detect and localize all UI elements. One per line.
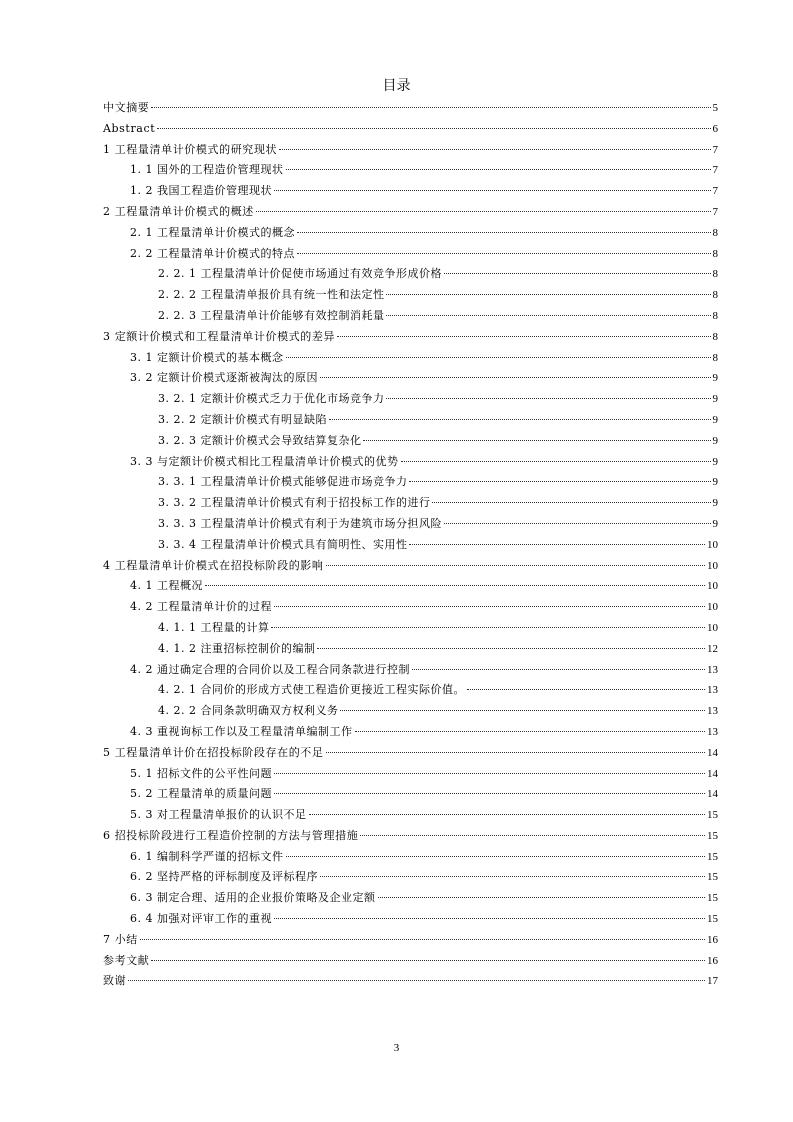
dot-leader [337,336,710,337]
toc-entry[interactable] [103,493,718,514]
toc-entry-title: 2. 2. 3 工程量清单计价能够有效控制消耗量 [158,308,385,322]
toc-entry[interactable] [103,909,718,930]
dot-leader [271,627,705,628]
toc-entry[interactable] [103,431,718,452]
page-number: 3 [393,1042,400,1054]
toc-entry[interactable] [103,472,718,493]
toc-entry-page: 7 [712,143,718,156]
toc-entry-title: 3. 3. 1 工程量清单计价模式能够促进市场竞争力 [158,475,408,489]
dot-leader [274,190,711,191]
dot-leader [317,648,705,649]
toc-entry-title: 6. 4 加强对评审工作的重视 [130,912,272,926]
dot-leader [326,565,706,566]
toc-entry-page: 14 [707,746,718,759]
dot-leader [444,523,711,524]
toc-entry-page: 9 [712,455,718,468]
dot-leader [409,481,710,482]
toc-entry-title: 7 小结 [103,932,138,946]
dot-leader [140,939,705,940]
toc-entry-title: 中文摘要 [103,101,150,114]
toc-entry-page: 8 [712,330,718,343]
toc-entry[interactable] [103,410,718,431]
dot-leader [386,294,710,295]
toc-entry[interactable] [103,244,718,265]
toc-entry[interactable] [103,680,718,701]
toc-entry-title: 1. 2 我国工程造价管理现状 [130,184,272,198]
toc-entry-title: 6. 3 制定合理、适用的企业报价策略及企业定额 [130,891,376,905]
toc-entry-title: 3. 3. 2 工程量清单计价模式有利于招投标工作的进行 [158,496,431,510]
toc-entry-page: 8 [712,309,718,322]
dot-leader [286,856,706,857]
toc-entry[interactable] [103,119,718,140]
toc-entry-title: 3. 2. 2 定额计价模式有明显缺陷 [158,412,327,426]
dot-leader [279,149,710,150]
toc-entry-title: 4. 2 通过确定合理的合同价以及工程合同条款进行控制 [130,662,410,676]
dot-leader [386,398,710,399]
toc-entry-title: 2 工程量清单计价模式的概述 [103,204,254,218]
toc-entry[interactable] [103,306,718,327]
dot-leader [151,960,705,961]
toc-entry-page: 5 [712,102,718,114]
dot-leader [326,752,706,753]
dot-leader [320,876,705,877]
toc-entry[interactable] [103,784,718,805]
dot-leader [363,440,710,441]
toc-entry-title: 4. 3 重视询标工作以及工程量清单编制工作 [130,724,353,738]
toc-entry-title: 3. 3. 4 工程量清单计价模式具有简明性、实用性 [158,537,408,551]
toc-entry-title: Abstract [103,121,156,135]
dot-leader [274,918,705,919]
toc-entry-page: 8 [712,351,718,364]
toc-entry-page: 6 [712,122,718,135]
toc-entry-page: 7 [712,164,718,177]
toc-entry-title: 4. 2. 1 合同价的形成方式使工程造价更接近工程实际价值。 [158,683,465,697]
dot-leader [297,232,711,233]
toc-entry-page: 15 [707,871,718,884]
toc-entry[interactable] [103,535,718,556]
toc-entry[interactable] [103,368,718,389]
toc-entry-title: 6. 2 坚持严格的评标制度及评标程序 [130,870,318,884]
toc-entry[interactable] [103,514,718,535]
toc-entry[interactable] [103,888,718,909]
toc-entry-page: 15 [707,913,718,926]
toc-entry[interactable] [103,285,718,306]
toc-entry-title: 2. 2. 1 工程量清单计价促使市场通过有效竞争形成价格 [158,267,442,281]
toc-entry[interactable] [103,826,718,847]
toc-entry[interactable] [103,576,718,597]
toc-entry[interactable] [103,223,718,244]
dot-leader [205,585,705,586]
toc-entry-title: 4. 1 工程概况 [130,579,203,593]
toc-entry-title: 4. 2 工程量清单计价的过程 [130,600,272,614]
dot-leader [286,169,711,170]
dot-leader [444,273,711,274]
toc-entry-page: 9 [712,372,718,385]
dot-leader [409,544,705,545]
toc-entry-page: 10 [707,580,718,593]
toc-entry[interactable] [103,660,718,681]
toc-entry-page: 14 [707,767,718,780]
dot-leader [274,606,705,607]
toc-entry[interactable] [103,722,718,743]
toc-entry[interactable] [103,930,718,951]
dot-leader [355,731,706,732]
toc-entry-page: 17 [707,975,718,988]
toc-entry-page: 10 [707,538,718,551]
toc-entry[interactable] [103,805,718,826]
toc-entry[interactable] [103,98,718,119]
toc-entry[interactable] [103,452,718,473]
toc-entry[interactable] [103,847,718,868]
dot-leader [297,253,711,254]
dot-leader [329,419,711,420]
toc-entry[interactable] [103,867,718,888]
toc-entry-title: 4. 1. 2 注重招标控制价的编制 [158,641,316,655]
toc-entry-title: 5 工程量清单计价在招投标阶段存在的不足 [103,745,324,759]
toc-entry-page: 9 [712,476,718,489]
toc-entry-page: 13 [707,725,718,738]
dot-leader [320,377,711,378]
toc-entry-page: 15 [707,829,718,842]
dot-leader [467,689,705,690]
toc-entry-page: 15 [707,850,718,863]
dot-leader [412,669,705,670]
toc-entry-page: 7 [712,185,718,198]
toc-entry-title: 6. 1 编制科学严谨的招标文件 [130,849,284,863]
dot-leader [128,980,705,981]
toc-entry-title: 5. 2 工程量清单的质量问题 [130,787,272,801]
toc-entry-page: 16 [707,954,718,967]
toc-entry-page: 8 [712,268,718,281]
toc-entry[interactable] [103,701,718,722]
toc-entry-page: 7 [712,205,718,218]
toc-entry-page: 12 [707,642,718,655]
dot-leader [386,315,710,316]
toc-entry-page: 9 [712,497,718,510]
toc-entry[interactable] [103,951,718,972]
toc-entry-page: 10 [707,559,718,572]
toc-entry[interactable] [103,597,718,618]
toc-entry-page: 8 [712,289,718,302]
toc-entry-title: 4. 1. 1 工程量的计算 [158,620,270,634]
toc-entry-title: 4. 2. 2 合同条款明确双方权利义务 [158,704,339,718]
toc-entry-title: 3. 2 定额计价模式逐渐被淘汰的原因 [130,371,318,385]
dot-leader [274,773,705,774]
toc-entry-page: 9 [712,517,718,530]
toc-entry-page: 13 [707,684,718,697]
toc-entry[interactable] [103,264,718,285]
toc-entry[interactable] [103,556,718,577]
toc-entry-title: 参考文献 [103,953,150,967]
toc-title: 目录 [382,78,411,94]
dot-leader [256,211,711,212]
toc-entry-title: 6 招投标阶段进行工程造价控制的方法与管理措施 [103,828,359,842]
toc-entry-page: 10 [707,601,718,614]
toc-entry-page: 13 [707,663,718,676]
toc-entry-title: 致谢 [103,974,127,988]
toc-entry-title: 2. 1 工程量清单计价模式的概念 [130,225,295,239]
toc-entry[interactable] [103,389,718,410]
toc-entry[interactable] [103,618,718,639]
dot-leader [432,502,710,503]
toc-entry-page: 8 [712,226,718,239]
toc-entry[interactable] [103,971,718,992]
toc-entry-page: 13 [707,705,718,718]
toc-entry-title: 4 工程量清单计价模式在招投标阶段的影响 [103,558,324,572]
toc-entry-title: 2. 2 工程量清单计价模式的特点 [130,246,295,260]
toc-entry[interactable] [103,181,718,202]
toc-entry-title: 3. 3. 3 工程量清单计价模式有利于为建筑市场分担风险 [158,516,442,530]
dot-leader [340,710,705,711]
toc-entry-title: 3. 1 定额计价模式的基本概念 [130,350,284,364]
dot-leader [309,814,706,815]
toc-entry-title: 3 定额计价模式和工程量清单计价模式的差异 [103,329,336,343]
toc-entry-page: 10 [707,621,718,634]
toc-entry-title: 5. 1 招标文件的公平性问题 [130,766,272,780]
toc-entry[interactable] [103,327,718,348]
toc-entry[interactable] [103,348,718,369]
toc-entry-title: 5. 3 对工程量清单报价的认识不足 [130,808,307,822]
toc-entry-page: 8 [712,247,718,260]
dot-leader [401,461,711,462]
dot-leader [157,128,710,129]
dot-leader [274,793,705,794]
toc-entry-page: 15 [707,809,718,822]
toc-entry[interactable] [103,764,718,785]
toc-entry-title: 3. 2. 3 定额计价模式会导致结算复杂化 [158,433,362,447]
toc-entry-page: 14 [707,788,718,801]
toc-entry-page: 9 [712,413,718,426]
dot-leader [360,835,705,836]
toc-entry-title: 3. 2. 1 定额计价模式乏力于优化市场竞争力 [158,392,385,406]
toc-entry-title: 1. 1 国外的工程造价管理现状 [130,163,284,177]
toc-entry-page: 16 [707,933,718,946]
dot-leader [286,357,711,358]
toc-entry[interactable] [103,202,718,223]
toc-entry-page: 9 [712,434,718,447]
toc-entry-title: 2. 2. 2 工程量清单报价具有统一性和法定性 [158,288,385,302]
dot-leader [378,897,706,898]
toc-entry-page: 9 [712,393,718,406]
toc-entry[interactable] [103,639,718,660]
dot-leader [151,107,710,108]
table-of-contents [103,98,718,992]
toc-entry[interactable] [103,160,718,181]
toc-entry-title: 1 工程量清单计价模式的研究现状 [103,142,278,156]
toc-entry[interactable] [103,140,718,161]
toc-entry-title: 3. 3 与定额计价模式相比工程量清单计价模式的优势 [130,454,399,468]
toc-entry[interactable] [103,743,718,764]
toc-entry-page: 15 [707,892,718,905]
